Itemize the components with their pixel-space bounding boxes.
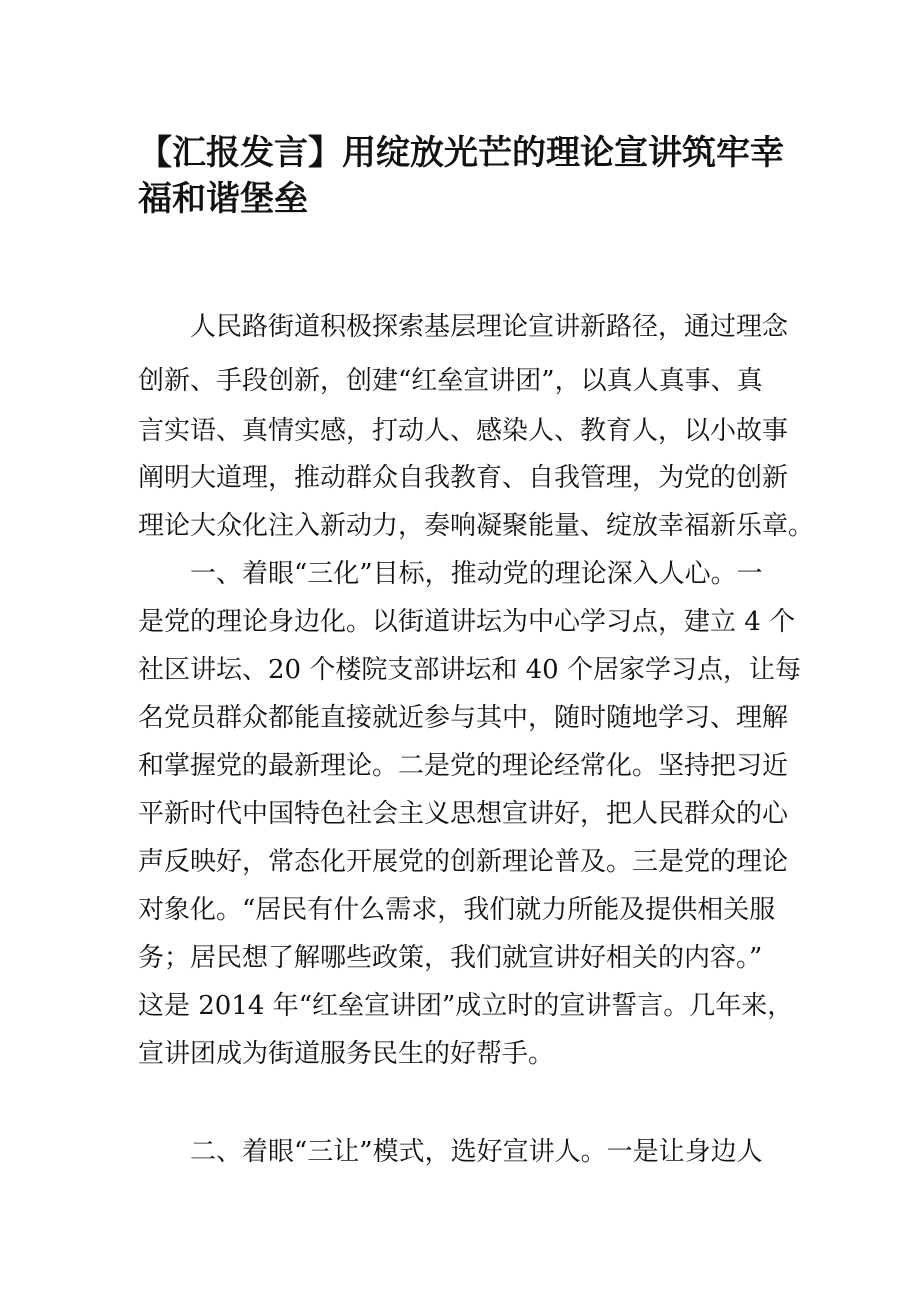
paragraph-line: 这是 2014 年“红垒宣讲团”成立时的宣讲誓言。几年来， [138, 991, 794, 1021]
paragraph-line: 宣讲团成为街道服务民生的好帮手。 [138, 1039, 555, 1069]
paragraph-line: 创新、手段创新，创建“红垒宣讲团”，以真人真事、真 [138, 366, 763, 396]
paragraph-line: 阐明大道理，推动群众自我教育、自我管理，为党的创新 [138, 463, 789, 493]
paragraph-line: 务；居民想了解哪些政策，我们就宣讲好相关的内容。” [138, 943, 763, 973]
paragraph-line: 平新时代中国特色社会主义思想宣讲好，把人民群众的心 [138, 799, 789, 829]
paragraph-line: 人民路街道积极探索基层理论宣讲新路径，通过理念 [138, 312, 789, 342]
paragraph-line: 声反映好，常态化开展党的创新理论普及。三是党的理论 [138, 847, 789, 877]
document-title-line-1: 【汇报发言】用绽放光芒的理论宣讲筑牢幸 [138, 133, 784, 173]
paragraph-line: 名党员群众都能直接就近参与其中，随时随地学习、理解 [138, 703, 789, 733]
paragraph-line: 二、着眼“三让”模式，选好宣讲人。一是让身边人 [138, 1137, 763, 1167]
paragraph-line: 一、着眼“三化”目标，推动党的理论深入人心。一 [138, 559, 763, 589]
paragraph-line: 社区讲坛、20 个楼院支部讲坛和 40 个居家学习点，让每 [138, 655, 801, 685]
paragraph-line: 和掌握党的最新理论。二是党的理论经常化。坚持把习近 [138, 751, 789, 781]
document-title-line-2: 福和谐堡垒 [138, 179, 308, 219]
paragraph-line: 理论大众化注入新动力，奏响凝聚能量、绽放幸福新乐章。 [138, 511, 815, 541]
paragraph-line: 对象化。“居民有什么需求，我们就力所能及提供相关服 [138, 895, 776, 925]
paragraph-line: 是党的理论身边化。以街道讲坛为中心学习点，建立 4 个 [138, 607, 796, 637]
paragraph-line: 言实语、真情实感，打动人、感染人、教育人，以小故事 [138, 416, 789, 446]
